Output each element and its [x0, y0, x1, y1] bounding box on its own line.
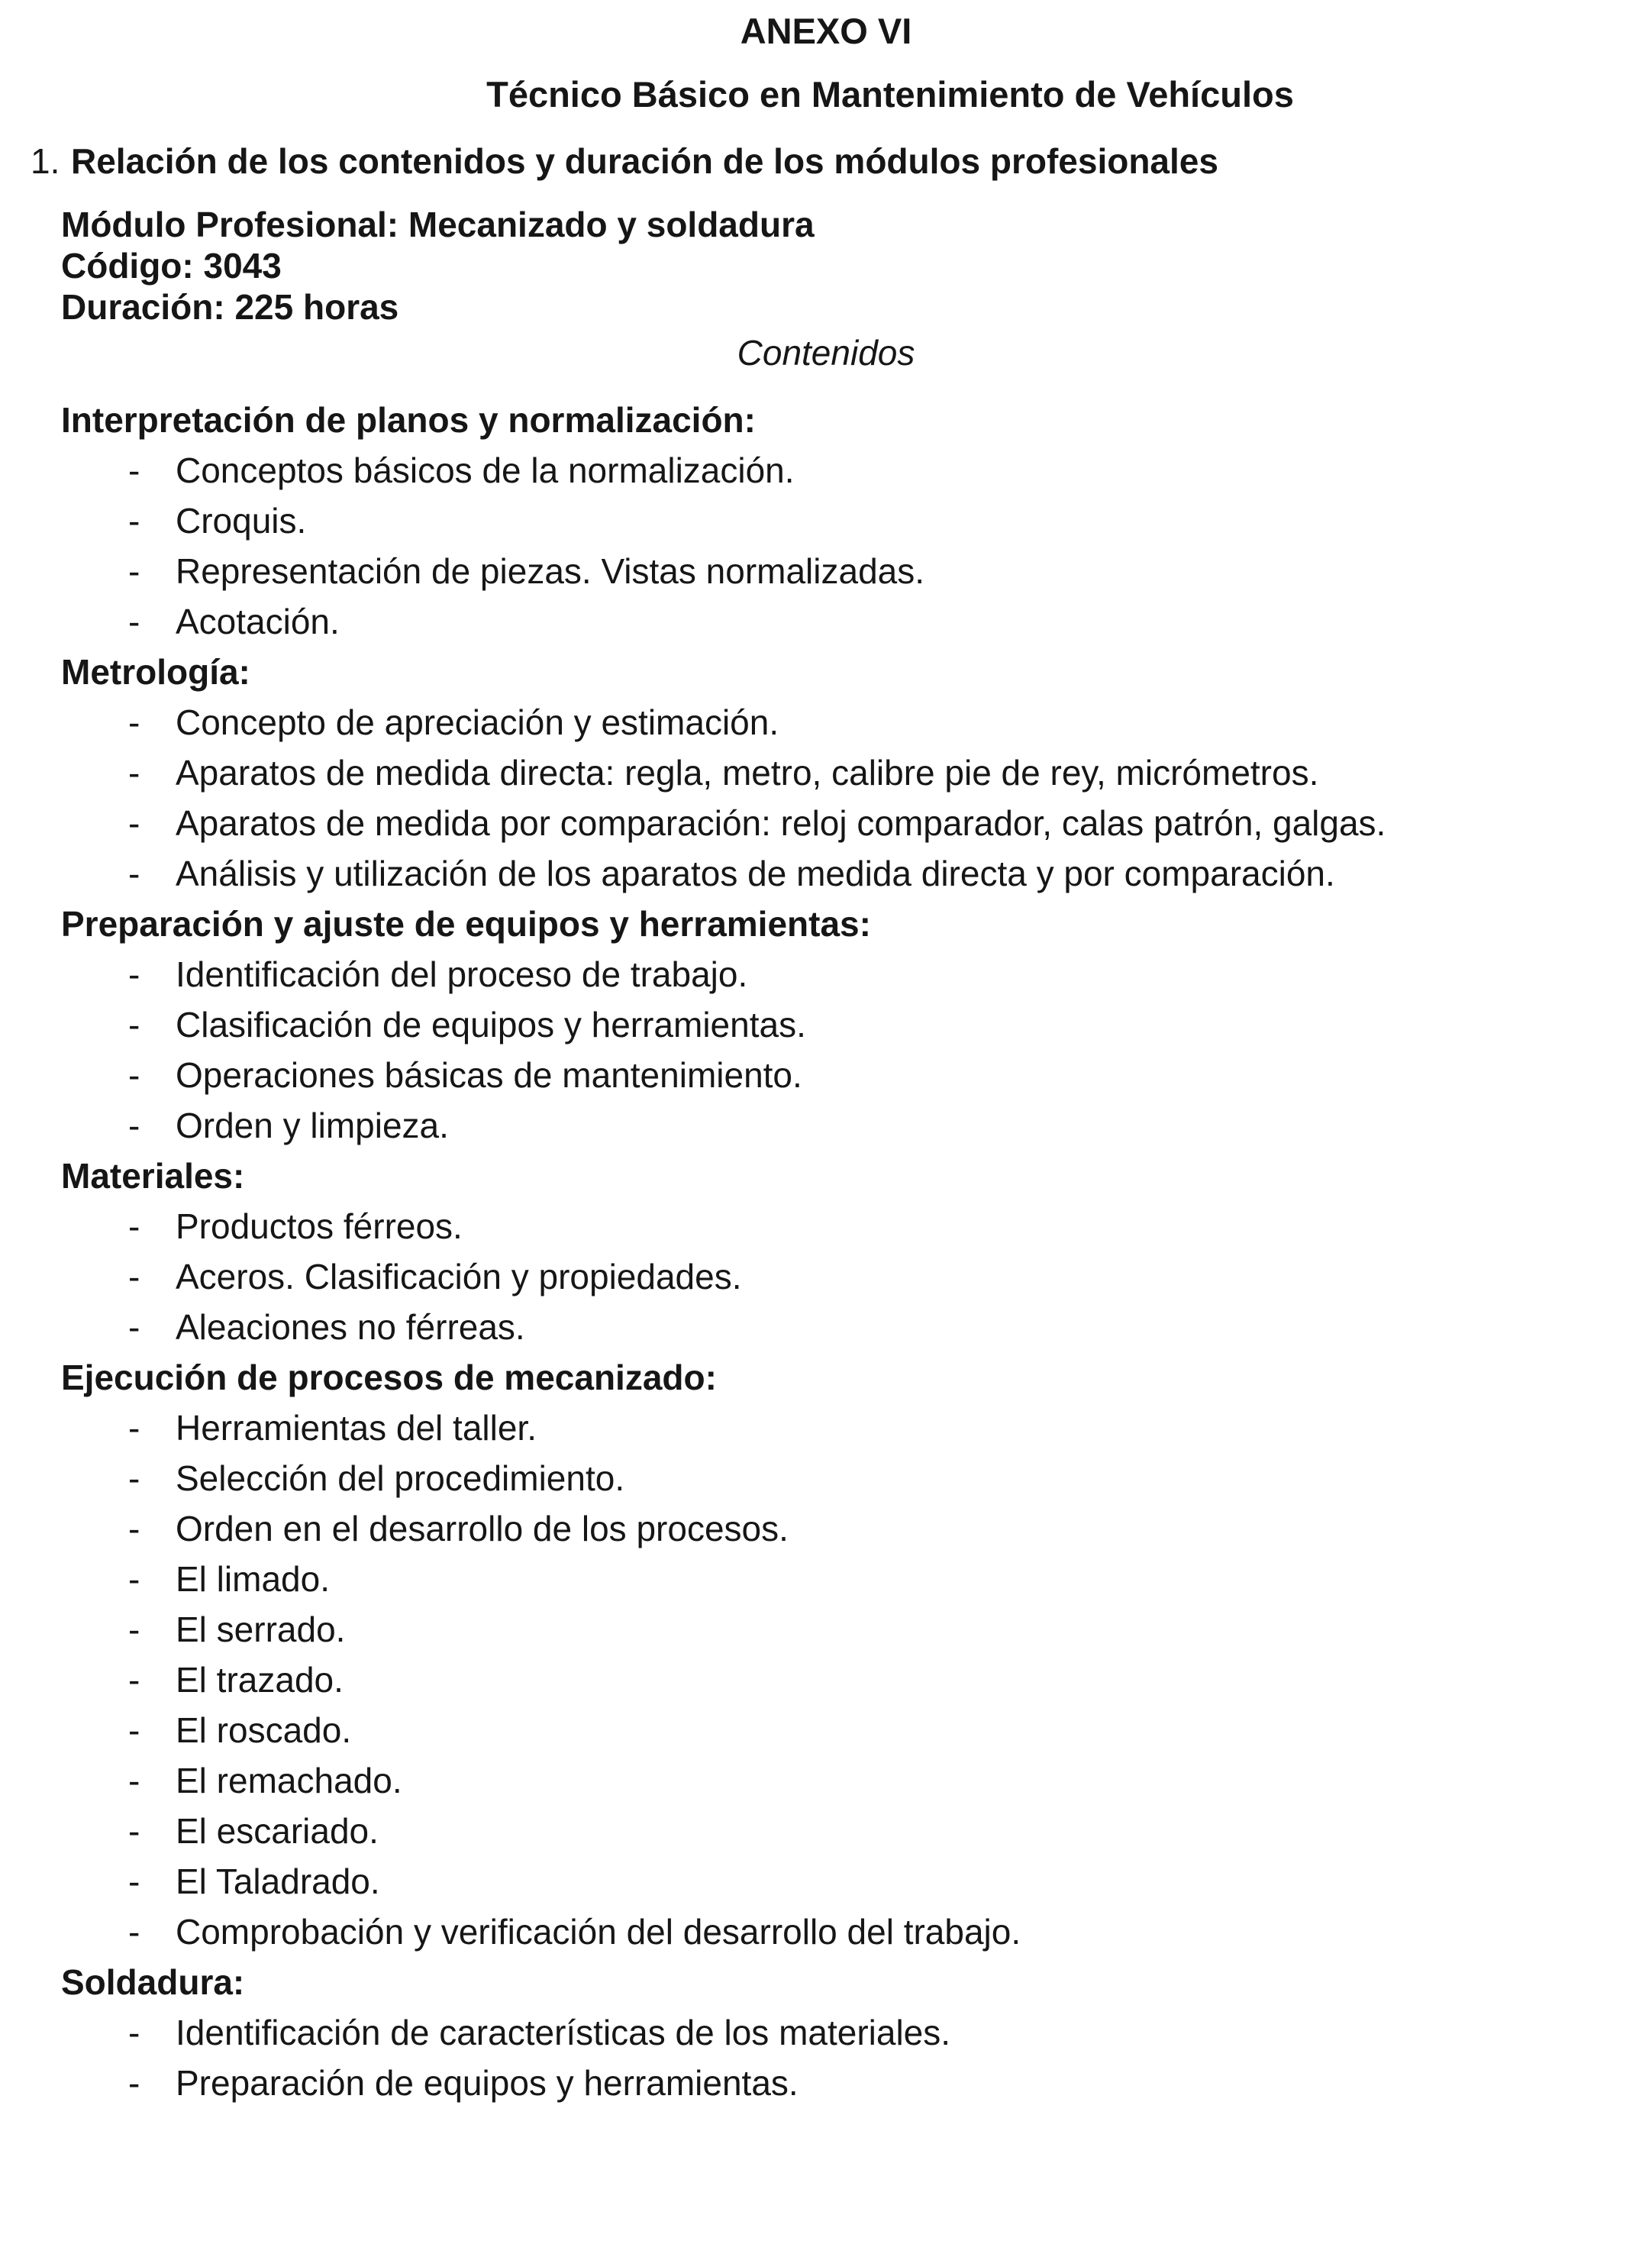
list-item: [61, 1659, 1591, 1700]
bullet-list: [61, 702, 1591, 894]
module-info-block: [61, 204, 1591, 328]
bullet-dash: -: [128, 854, 140, 893]
list-item: [61, 1861, 1591, 1902]
bullet-list: [61, 954, 1591, 1146]
list-item: [61, 1508, 1591, 1549]
bullet-dash: -: [128, 1005, 140, 1045]
list-item: [61, 853, 1591, 894]
list-item-text: Herramientas del taller.: [176, 1408, 537, 1448]
list-item: [61, 2062, 1591, 2104]
bullet-list: [61, 1206, 1591, 1348]
section-heading: Materiales:: [61, 1156, 245, 1196]
list-item-text: Conceptos básicos de la normalización.: [176, 450, 795, 490]
list-item-text: Aparatos de medida por comparación: reloj comparador, calas patrón, galgas.: [176, 803, 1386, 843]
section-heading: Soldadura:: [61, 1962, 245, 2002]
bullet-dash: -: [128, 1206, 140, 1246]
list-item: [61, 1760, 1591, 1801]
list-item-text: El roscado.: [176, 1710, 352, 1750]
content-section: [61, 399, 1591, 642]
bullet-dash: -: [128, 1761, 140, 1800]
list-item-text: El escariado.: [176, 1811, 379, 1851]
section-heading: Metrología:: [61, 652, 250, 692]
list-item-text: Acotación.: [176, 602, 340, 641]
bullet-dash: -: [128, 1811, 140, 1851]
content-section: [61, 1962, 1591, 2104]
bullet-dash: -: [128, 450, 140, 490]
bullet-dash: -: [128, 2063, 140, 2103]
module-name-line: Módulo Profesional: Mecanizado y soldadura: [61, 205, 815, 244]
list-item: [61, 551, 1591, 592]
list-item-text: Comprobación y verificación del desarrollo del trabajo.: [176, 1912, 1021, 1952]
contents-caption: Contenidos: [737, 333, 915, 373]
list-item: [61, 450, 1591, 491]
module-duration-line: Duración: 225 horas: [61, 287, 399, 327]
section-heading: Interpretación de planos y normalización:: [61, 400, 756, 440]
annex-title: ANEXO VI: [740, 11, 912, 51]
content-section: [61, 903, 1591, 1146]
list-item: [61, 1004, 1591, 1045]
list-item-text: Análisis y utilización de los aparatos de medida directa y por comparación.: [176, 854, 1335, 893]
section-heading: Ejecución de procesos de mecanizado:: [61, 1358, 717, 1397]
list-item-text: Aleaciones no férreas.: [176, 1307, 525, 1347]
heading-text: Relación de los contenidos y duración de los módulos profesionales: [71, 141, 1218, 181]
content-section: [61, 1155, 1591, 1348]
list-item-text: Aceros. Clasificación y propiedades.: [176, 1257, 742, 1296]
list-item-text: Productos férreos.: [176, 1206, 463, 1246]
sections-container: [61, 399, 1591, 2104]
list-item: [61, 601, 1591, 642]
bullet-dash: -: [128, 753, 140, 793]
list-item-text: Croquis.: [176, 501, 307, 541]
bullet-dash: -: [128, 1458, 140, 1498]
list-item-text: Orden en el desarrollo de los procesos.: [176, 1509, 789, 1548]
list-item: [61, 1810, 1591, 1852]
bullet-dash: -: [128, 1257, 140, 1296]
list-item: [61, 1609, 1591, 1650]
content-section: [61, 651, 1591, 894]
list-item: [61, 702, 1591, 743]
list-item: [61, 1256, 1591, 1297]
list-item-text: Preparación de equipos y herramientas.: [176, 2063, 799, 2103]
module-code-line: Código: 3043: [61, 246, 282, 286]
bullet-dash: -: [128, 1861, 140, 1901]
bullet-dash: -: [128, 1307, 140, 1347]
bullet-dash: -: [128, 2013, 140, 2052]
list-item-text: El remachado.: [176, 1761, 402, 1800]
list-item-text: Clasificación de equipos y herramientas.: [176, 1005, 806, 1045]
list-item: [61, 1911, 1591, 1952]
bullet-dash: -: [128, 1912, 140, 1952]
bullet-dash: -: [128, 1509, 140, 1548]
list-item: [61, 1407, 1591, 1448]
bullet-dash: -: [128, 954, 140, 994]
list-item: [61, 1105, 1591, 1146]
bullet-list: [61, 2012, 1591, 2104]
bullet-dash: -: [128, 1559, 140, 1599]
list-item: [61, 1306, 1591, 1348]
list-item: [61, 1458, 1591, 1499]
list-item-text: Representación de piezas. Vistas normalizadas.: [176, 551, 925, 591]
bullet-dash: -: [128, 602, 140, 641]
list-item: [61, 802, 1591, 844]
bullet-dash: -: [128, 501, 140, 541]
list-item-text: Aparatos de medida directa: regla, metro, calibre pie de rey, micrómetros.: [176, 753, 1319, 793]
list-item-text: Identificación del proceso de trabajo.: [176, 954, 748, 994]
bullet-list: [61, 1407, 1591, 1952]
list-item-text: El serrado.: [176, 1610, 346, 1649]
qualification-title: Técnico Básico en Mantenimiento de Vehículos: [486, 74, 1294, 115]
list-item-text: El trazado.: [176, 1660, 344, 1700]
bullet-dash: -: [128, 803, 140, 843]
bullet-dash: -: [128, 1660, 140, 1700]
list-item: [61, 1558, 1591, 1600]
content-section: [61, 1357, 1591, 1952]
list-item: [61, 2012, 1591, 2053]
bullet-list: [61, 450, 1591, 642]
list-item-text: Selección del procedimiento.: [176, 1458, 625, 1498]
list-item: [61, 954, 1591, 995]
list-item-text: Orden y limpieza.: [176, 1106, 449, 1145]
bullet-dash: -: [128, 1710, 140, 1750]
list-item: [61, 500, 1591, 541]
list-item: [61, 1710, 1591, 1751]
bullet-dash: -: [128, 1106, 140, 1145]
list-item: [61, 1054, 1591, 1096]
list-item-text: Identificación de características de los materiales.: [176, 2013, 951, 2052]
heading-number: 1.: [31, 141, 60, 181]
bullet-dash: -: [128, 1408, 140, 1448]
list-item-text: Concepto de apreciación y estimación.: [176, 702, 779, 742]
section-heading: Preparación y ajuste de equipos y herramientas:: [61, 904, 871, 944]
bullet-dash: -: [128, 1610, 140, 1649]
list-item-text: Operaciones básicas de mantenimiento.: [176, 1055, 802, 1095]
list-item: [61, 752, 1591, 793]
list-item-text: El limado.: [176, 1559, 330, 1599]
list-item: [61, 1206, 1591, 1247]
list-item-text: El Taladrado.: [176, 1861, 380, 1901]
bullet-dash: -: [128, 702, 140, 742]
bullet-dash: -: [128, 551, 140, 591]
numbered-heading: [31, 140, 1591, 182]
bullet-dash: -: [128, 1055, 140, 1095]
